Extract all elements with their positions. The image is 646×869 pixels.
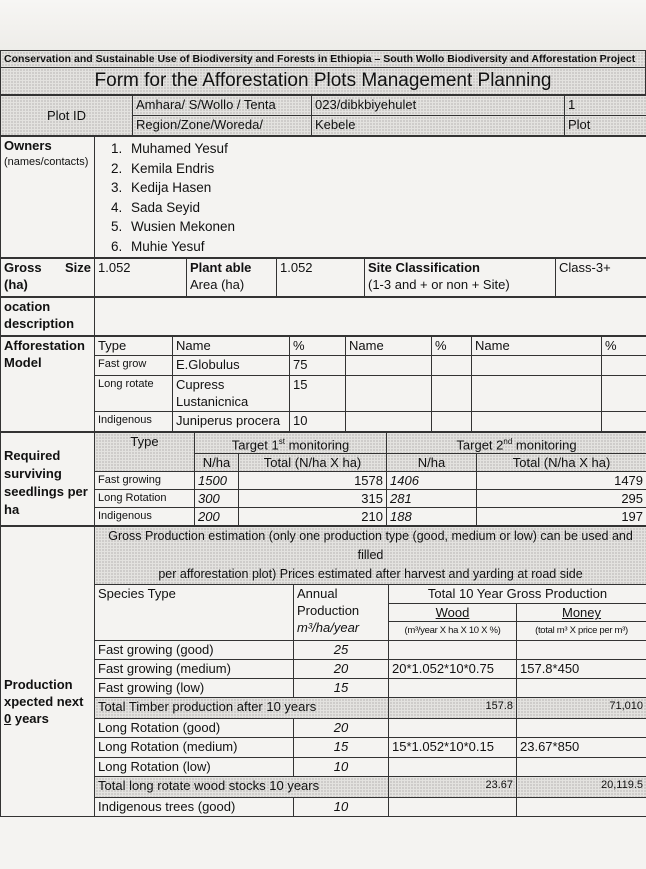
- seedlings-row-t2: 1479: [477, 472, 646, 490]
- wood-sub: (m³/year X ha X 10 X %): [389, 622, 517, 641]
- model-row-type: Long rotate: [95, 376, 173, 412]
- prod-row-species: Fast growing (medium): [95, 660, 294, 679]
- prod-row-species: Fast growing (low): [95, 679, 294, 698]
- prod-row-money: 157.8*450: [517, 660, 646, 679]
- prod-row-annual: 15: [294, 679, 389, 698]
- site-class-value: Class-3+: [556, 259, 646, 297]
- species-type-header: Species Type: [95, 585, 294, 641]
- plantable-label: Plant able Area (ha): [187, 259, 277, 297]
- prod-row-species: Fast growing (good): [95, 641, 294, 660]
- production-note: Gross Production estimation (only one production type (good, medium or low) can be used and filled per afforestation plot) Prices estimated after harvest and yarding at road side: [95, 527, 646, 585]
- location-value: [95, 298, 646, 336]
- model-row-name: Juniperus procera: [173, 412, 290, 432]
- model-row-pct: 15: [290, 376, 346, 412]
- prod-row-money: [517, 719, 646, 738]
- prod-row-species: Long Rotation (low): [95, 758, 294, 777]
- prod-row-money: [517, 679, 646, 698]
- prod-row-annual: 25: [294, 641, 389, 660]
- annual-header: Annual Production m³/ha/year: [294, 585, 389, 641]
- seedlings-row-t1: 210: [239, 508, 387, 526]
- production-label: Production xpected next 0 years: [1, 527, 95, 817]
- total-1-header: Total (N/ha X ha): [239, 454, 387, 472]
- seedlings-label: Required surviving seedlings per ha: [1, 433, 95, 526]
- owners-label-cell: [1, 137, 95, 258]
- owner-item: 6. Muhie Yesuf: [111, 238, 205, 254]
- seedlings-row-n2: 188: [387, 508, 477, 526]
- prod-row-species: Indigenous trees (good): [95, 798, 294, 817]
- seedlings-row-type: Long Rotation: [95, 490, 195, 508]
- prod-row-wood: 15*1.052*10*0.15: [389, 738, 517, 758]
- production-table: [0, 526, 646, 817]
- seedlings-row-n1: 200: [195, 508, 239, 526]
- seedlings-row-type: Indigenous: [95, 508, 195, 526]
- nha-1-header: N/ha: [195, 454, 239, 472]
- prod-row-money: [517, 798, 646, 817]
- prod-total-label: Total Timber production after 10 years: [95, 698, 389, 719]
- region-label: Region/Zone/Woreda/: [133, 116, 312, 136]
- prod-row-money: 23.67*850: [517, 738, 646, 758]
- region-value: Amhara/ S/Wollo / Tenta: [133, 96, 312, 116]
- model-row-type: Indigenous: [95, 412, 173, 432]
- prod-row-annual: 20: [294, 660, 389, 679]
- model-pct3-header: %: [602, 337, 646, 356]
- prod-row-wood: [389, 719, 517, 738]
- seedlings-row-n2: 281: [387, 490, 477, 508]
- header-table: [0, 50, 646, 95]
- prod-total-label: Total long rotate wood stocks 10 years: [95, 777, 389, 798]
- prod-total-wood: 23.67: [389, 777, 517, 798]
- prod-row-wood: [389, 679, 517, 698]
- scan-margin: [0, 0, 646, 50]
- plot-id-table: [0, 95, 646, 136]
- model-name-header: Name: [173, 337, 290, 356]
- model-row-pct: 75: [290, 356, 346, 376]
- seedlings-row-t2: 197: [477, 508, 646, 526]
- seedlings-row-t2: 295: [477, 490, 646, 508]
- plot-label: Plot: [565, 116, 646, 136]
- seedlings-row-type: Fast growing: [95, 472, 195, 490]
- seedlings-row-n1: 1500: [195, 472, 239, 490]
- project-title: Conservation and Sustainable Use of Biodiversity and Forests in Ethiopia – South Wollo Biodiversity and Afforestation Project: [1, 51, 646, 68]
- prod-row-money: [517, 758, 646, 777]
- model-pct2-header: %: [432, 337, 472, 356]
- owner-item: 4. Sada Seyid: [111, 199, 201, 215]
- prod-row-wood: [389, 641, 517, 660]
- gross-size-value: 1.052: [95, 259, 187, 297]
- owners-table: [0, 136, 646, 258]
- prod-row-wood: [389, 798, 517, 817]
- owners-sublabel: (names/contacts): [4, 156, 89, 168]
- model-pct-header: %: [290, 337, 346, 356]
- prod-total-wood: 157.8: [389, 698, 517, 719]
- gross-size-table: [0, 258, 646, 297]
- prod-total-money: 71,010: [517, 698, 646, 719]
- plantable-value: 1.052: [277, 259, 365, 297]
- prod-row-wood: 20*1.052*10*0.75: [389, 660, 517, 679]
- kebele-label: Kebele: [312, 116, 565, 136]
- prod-row-species: Long Rotation (medium): [95, 738, 294, 758]
- model-name2-header: Name: [346, 337, 432, 356]
- prod-row-annual: 10: [294, 798, 389, 817]
- target-2-header: Target 2nd monitoring: [387, 433, 646, 454]
- model-name3-header: Name: [472, 337, 602, 356]
- seedlings-row-n1: 300: [195, 490, 239, 508]
- wood-header: Wood: [389, 604, 517, 622]
- prod-row-annual: 20: [294, 719, 389, 738]
- form-title: Form for the Afforestation Plots Management Planning: [1, 68, 646, 95]
- prod-row-wood: [389, 758, 517, 777]
- total-10yr-header: Total 10 Year Gross Production: [389, 585, 646, 604]
- model-label: Afforestation Model: [1, 337, 95, 432]
- owner-item: 1. Muhamed Yesuf: [111, 141, 228, 156]
- model-row-name: E.Globulus: [173, 356, 290, 376]
- prod-row-money: [517, 641, 646, 660]
- seedlings-table: [0, 432, 646, 526]
- prod-total-money: 20,119.5: [517, 777, 646, 798]
- seedlings-type-header: Type: [95, 433, 195, 472]
- model-row-pct: 10: [290, 412, 346, 432]
- model-type-header: Type: [95, 337, 173, 356]
- seedlings-row-t1: 315: [239, 490, 387, 508]
- location-table: [0, 297, 646, 336]
- seedlings-row-n2: 1406: [387, 472, 477, 490]
- money-header: Money: [517, 604, 646, 622]
- kebele-value: 023/dibkbiyehulet: [312, 96, 565, 116]
- plot-value: 1: [565, 96, 646, 116]
- location-label: ocation description: [1, 298, 95, 336]
- owners-list: [95, 137, 646, 258]
- afforestation-model-table: [0, 336, 646, 432]
- owner-item: 3. Kedija Hasen: [111, 180, 212, 195]
- site-class-label: Site Classification (1-3 and + or non + Site): [365, 259, 556, 297]
- model-row-name: Cupress Lustanicnica: [173, 376, 290, 412]
- money-sub: (total m³ X price per m³): [517, 622, 646, 641]
- owner-item: 5. Wusien Mekonen: [111, 219, 236, 234]
- target-1-header: Target 1st monitoring: [195, 433, 387, 454]
- seedlings-row-t1: 1578: [239, 472, 387, 490]
- total-2-header: Total (N/ha X ha): [477, 454, 646, 472]
- gross-size-label: Gross Size (ha): [1, 259, 95, 297]
- model-row-type: Fast grow: [95, 356, 173, 376]
- plot-id-label: Plot ID: [1, 96, 133, 136]
- prod-row-annual: 10: [294, 758, 389, 777]
- owners-label: Owners: [4, 138, 52, 153]
- nha-2-header: N/ha: [387, 454, 477, 472]
- owner-item: 2. Kemila Endris: [111, 160, 215, 176]
- prod-row-species: Long Rotation (good): [95, 719, 294, 738]
- prod-row-annual: 15: [294, 738, 389, 758]
